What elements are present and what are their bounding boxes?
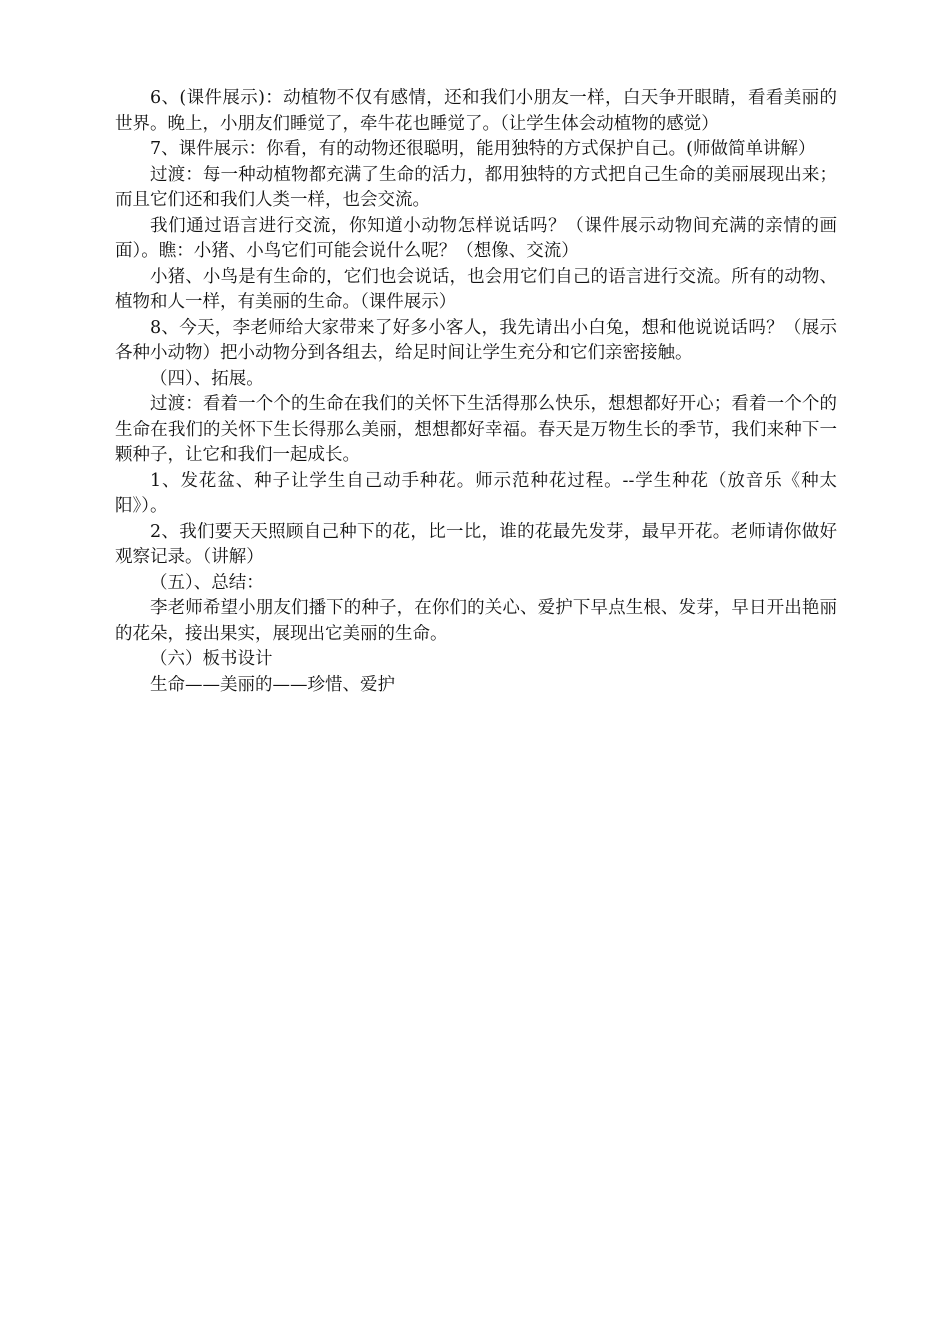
section-heading-summary: （五）、总结： — [150, 572, 264, 593]
paragraph-plant-flowers-1: 1、发花盆、种子让学生自己动手种花。师示范种花过程。--学生种花（放音乐《种太阳》）。 — [115, 470, 837, 516]
section-heading-extension: （四）、拓展。 — [150, 368, 264, 389]
paragraph-language-exchange: 我们通过语言进行交流，你知道小动物怎样说话吗？（课件展示动物间充满的亲情的画面）。瞧：小猪、小鸟它们可能会说什么呢？（想像、交流） — [115, 215, 837, 261]
paragraph-board-design: 生命——美丽的——珍惜、爱护 — [150, 674, 395, 695]
paragraph-little-guests-8: 8、今天，李老师给大家带来了好多小客人，我先请出小白兔，想和他说说话吗？（展示各种小动物）把小动物分到各组去，给足时间让学生充分和它们亲密接触。 — [115, 317, 837, 363]
paragraph-transition-2: 过渡：看着一个个的生命在我们的关怀下生活得那么快乐，想想都好开心；看着一个个的生命在我们的关怀下生长得那么美丽，想想都好幸福。春天是万物生长的季节，我们来种下一颗种子，让它和我们一起成长。 — [115, 394, 837, 465]
document-body — [115, 86, 837, 698]
paragraph-summary: 李老师希望小朋友们播下的种子，在你们的关心、爱护下早点生根、发芽，早日开出艳丽的花朵，接出果实，展现出它美丽的生命。 — [115, 598, 837, 644]
paragraph-courseware-7: 7、课件展示：你看，有的动物还很聪明，能用独特的方式保护自己。(师做简单讲解） — [150, 139, 816, 159]
paragraph-beautiful-life: 小猪、小鸟是有生命的，它们也会说话，也会用它们自己的语言进行交流。所有的动物、植物和人一样，有美丽的生命。（课件展示） — [115, 266, 837, 312]
paragraph-courseware-6: 6、(课件展示)：动植物不仅有感情，还和我们小朋友一样，白天争开眼睛，看看美丽的世界。晚上，小朋友们睡觉了，牵牛花也睡觉了。（让学生体会动植物的感觉） — [115, 88, 837, 134]
section-heading-board-design: （六）板书设计 — [150, 649, 273, 669]
paragraph-observe-record-2: 2、我们要天天照顾自己种下的花，比一比，谁的花最先发芽，最早开花。老师请你做好观察记录。（讲解） — [115, 521, 837, 567]
paragraph-transition-1: 过渡：每一种动植物都充满了生命的活力，都用独特的方式把自己生命的美丽展现出来；而且它们还和我们人类一样，也会交流。 — [115, 164, 837, 210]
